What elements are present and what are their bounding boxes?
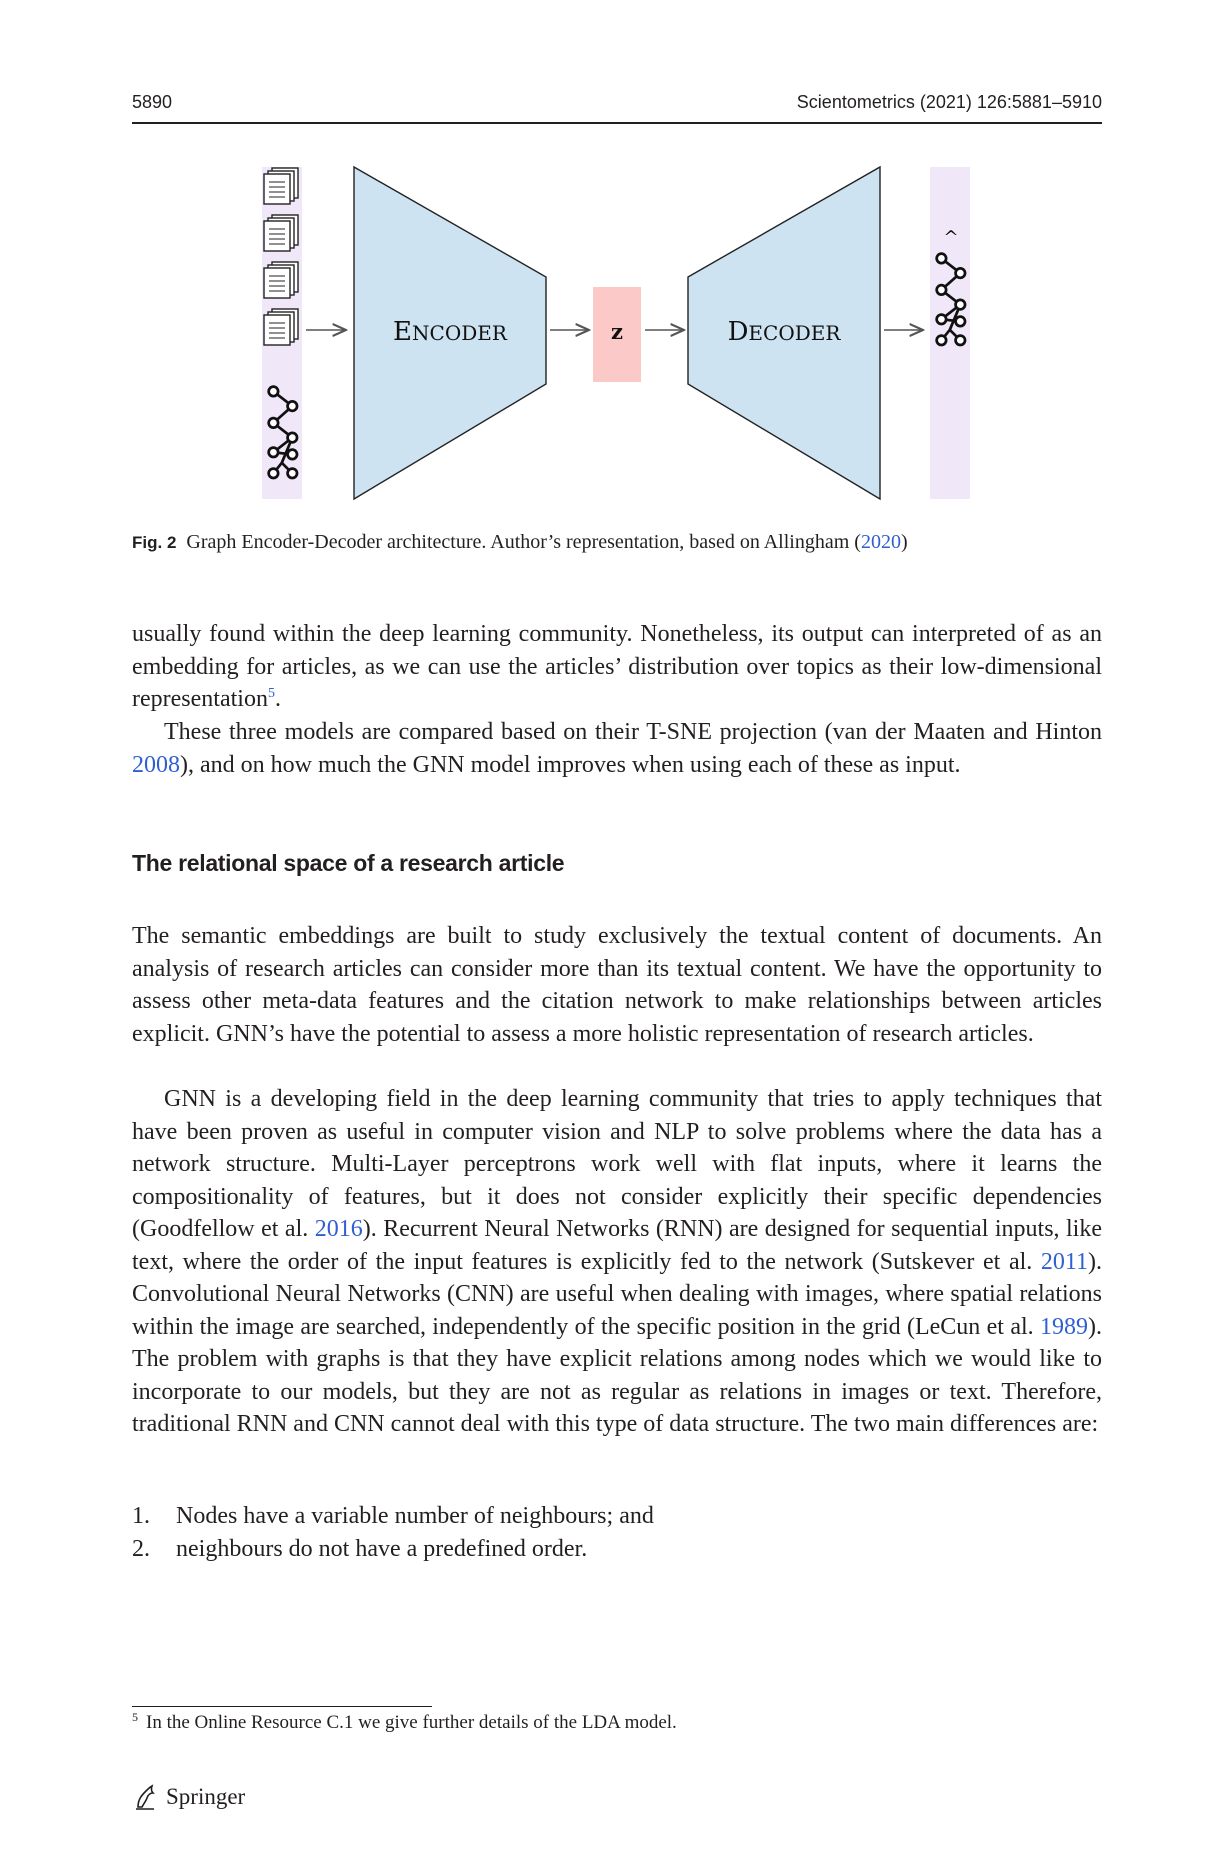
running-header <box>132 88 1102 124</box>
encoder-label: ENCODER <box>393 317 507 347</box>
para1-text: usually found within the deep learning community. Nonetheless, its output can interpreted of as an embedding for articles, as we can use the articles’ distribution over topics as their low-dimensional representation <box>132 621 1102 712</box>
journal-citation: Scientometrics (2021) 126:5881–5910 <box>796 92 1102 112</box>
footnote-ref-5[interactable]: 5 <box>267 686 275 701</box>
figure-label: Fig. 2 <box>132 533 177 552</box>
footnote-number: 5 <box>132 1709 138 1724</box>
citation-link-2020[interactable]: 2020 <box>860 531 901 553</box>
list-number: 2. <box>132 1535 150 1562</box>
para4-text-c: ). Convolutional Neural Networks (CNN) are useful when dealing with images, where spatial relations within the image are searched, independently of the specific position in the grid (LeCun et al. <box>132 1248 1102 1340</box>
list-number: 1. <box>132 1503 150 1529</box>
footnote-text: In the Online Resource C.1 we give further details of the LDA model. <box>146 1712 677 1733</box>
springer-horse-icon <box>132 1783 158 1811</box>
paragraph-lda-output <box>132 618 1102 716</box>
list-item <box>132 1533 1102 1566</box>
encoder-decoder-figure <box>250 160 990 510</box>
caption-text: Graph Encoder-Decoder architecture. Author’s representation, based on Allingham ( <box>186 531 861 553</box>
differences-list <box>132 1500 1102 1565</box>
paragraph-model-comparison <box>132 716 1102 781</box>
section-heading: The relational space of a research article <box>132 850 565 876</box>
latent-label: z <box>611 319 623 344</box>
publisher-logo <box>132 1783 245 1811</box>
decoder-label: DECODER <box>727 317 841 347</box>
list-item-text: neighbours do not have a predefined order. <box>176 1535 588 1562</box>
output-hat: ^ <box>943 227 959 248</box>
caption-close: ) <box>900 531 908 553</box>
para4-text-d: ). The problem with graphs is that they have explicit relations among nodes which we would like to incorporate to our models, but they are not as regular as relations in images or text. Therefore, traditional RNN and CNN cannot deal with this type of data structure. The two main differences are: <box>132 1313 1102 1437</box>
page-number: 5890 <box>132 92 173 112</box>
para4-text-b: ). Recurrent Neural Networks (RNN) are designed for sequential inputs, like text, where the order of the input features is explicitly fed to the network (Sutskever et al. <box>132 1216 1103 1275</box>
citation-link-2011[interactable]: 2011 <box>1040 1248 1088 1275</box>
para1-end: . <box>274 686 281 712</box>
para4-text-a: GNN is a developing field in the deep learning community that tries to apply techniques that have been proven as useful in computer vision and NLP to solve problems where the data has a network structure. Multi-Layer perceptrons work well with flat inputs, where it learns the compositionality of features, but it does not consider explicitly their specific dependencies (Goodfellow et al. <box>132 1086 1102 1242</box>
figure-caption <box>132 531 1102 554</box>
para2-text-b: ), and on how much the GNN model improves when using each of these as input. <box>180 751 961 778</box>
para2-text-a: These three models are compared based on their T-SNE projection (van der Maaten and Hinton <box>164 719 1102 745</box>
footnote <box>132 1709 677 1734</box>
paragraph-semantic-embeddings: The semantic embeddings are built to study exclusively the textual content of documents. An analysis of research articles can consider more than its textual content. We have the opportunity to assess other meta-data features and the citation network to make relationships between articles explicit. GNN’s have the potential to assess a more holistic representation of research articles. <box>132 923 1102 1047</box>
citation-link-2008[interactable]: 2008 <box>132 751 180 778</box>
footnote-divider <box>132 1706 432 1707</box>
output-column <box>930 167 970 499</box>
citation-link-1989[interactable]: 1989 <box>1040 1313 1088 1340</box>
paragraph-gnn-intro <box>132 1083 1102 1441</box>
list-item <box>132 1500 1102 1533</box>
citation-link-2016[interactable]: 2016 <box>314 1216 363 1242</box>
list-item-text: Nodes have a variable number of neighbours; and <box>176 1503 654 1529</box>
architecture-diagram <box>250 160 990 510</box>
publisher-name: Springer <box>166 1784 246 1809</box>
